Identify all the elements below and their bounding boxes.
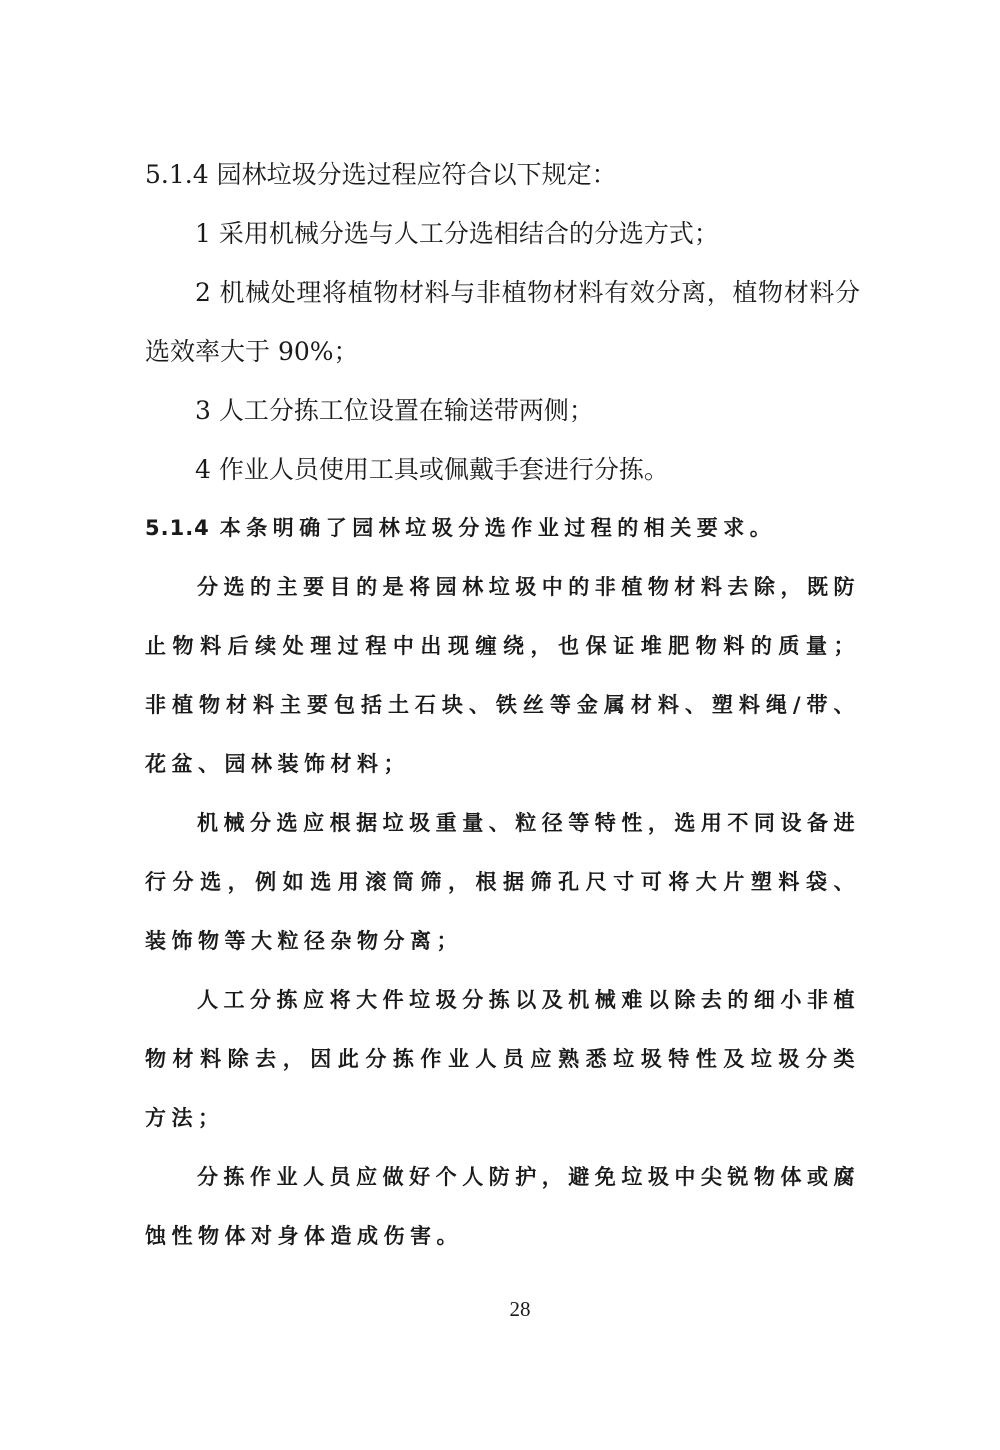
explanation-paragraph-2: 机械分选应根据垃圾重量、粒径等特性，选用不同设备进行分选，例如选用滚筒筛，根据筛孔尺寸可将大片塑料袋、装饰物等大粒径杂物分离； (145, 811, 860, 953)
explanation-heading (145, 499, 860, 558)
explanation-title: 本条明确了园林垃圾分选作业过程的相关要求。 (219, 516, 777, 540)
clause-heading (145, 145, 860, 204)
explanation-paragraph-3: 人工分拣应将大件垃圾分拣以及机械难以除去的细小非植物材料除去，因此分拣作业人员应熟悉垃圾特性及垃圾分类方法； (145, 988, 860, 1130)
clause-title: 园林垃圾分选过程应符合以下规定： (216, 160, 617, 189)
explanation-paragraph-4: 分拣作业人员应做好个人防护，避免垃圾中尖锐物体或腐蚀性物体对身体造成伤害。 (145, 1165, 860, 1248)
clause-item-4: 4 作业人员使用工具或佩戴手套进行分拣。 (195, 455, 669, 484)
clause-item-2: 2 机械处理将植物材料与非植物材料有效分离，植物材料分选效率大于 90%； (145, 278, 860, 366)
page-number: 28 (509, 1297, 531, 1321)
clause-item-3: 3 人工分拣工位设置在输送带两侧； (195, 396, 594, 425)
explanation-number: 5.1.4 (145, 516, 210, 540)
clause-item-1: 1 采用机械分选与人工分选相结合的分选方式； (195, 219, 719, 248)
clause-number: 5.1.4 (145, 160, 209, 189)
explanation-paragraph-1: 分选的主要目的是将园林垃圾中的非植物材料去除，既防止物料后续处理过程中出现缠绕，也保证堆肥物料的质量；非植物材料主要包括土石块、铁丝等金属材料、塑料绳/带、花盆、园林装饰材料； (145, 575, 860, 776)
